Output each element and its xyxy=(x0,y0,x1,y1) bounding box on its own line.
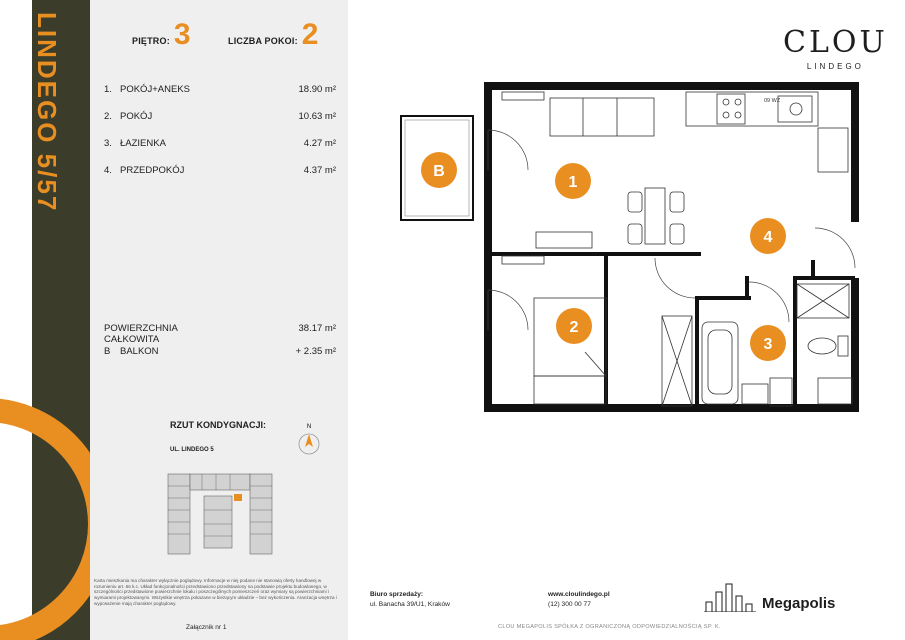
floor-plan xyxy=(350,60,870,430)
svg-text:1: 1 xyxy=(568,174,578,191)
svg-text:2: 2 xyxy=(569,319,579,336)
outer-walls xyxy=(484,82,859,412)
inner-walls xyxy=(484,252,855,410)
company-name: CLOU MEGAPOLIS SPÓŁKA Z OGRANICZONĄ ODPOWIEDZIALNOŚCIĄ SP. K. xyxy=(498,624,721,630)
sales-office: Biuro sprzedaży: ul. Banacha 39/U1, Kraków xyxy=(370,591,450,608)
room-marker-1 xyxy=(555,163,591,199)
skyline-icon xyxy=(704,582,756,612)
site-plan-icon xyxy=(154,466,284,558)
room-marker-3 xyxy=(750,325,786,361)
street-label: UL. LINDEGO 5 xyxy=(170,447,214,453)
svg-text:4: 4 xyxy=(763,229,773,246)
info-panel xyxy=(90,0,348,640)
floor-info: PIĘTRO: 3 xyxy=(132,18,191,51)
room-row: 3. ŁAZIENKA 4.27 m² xyxy=(104,138,336,149)
disclaimer-text: Karta mieszkania ma charakter wyłącznie poglądowy. Informacje w niej podane nie stanowią oferty handlowej w rozumieniu art. 66 k.c. Układ funkcjonalności przedstawiono przedstawiony na podstawie projektu budowlanego, w szczególności przedstawione powierzchnie lokalu i poszczególnych pomieszczeń oraz wymiary są powierzchniami i wymiarami projektowanymi. Wszystkie wnętrza pokazane w bieżącym układzie – bez wykończenia. Aranżacja wnętrza i wyposażenie mają charakter poglądowy. xyxy=(94,578,337,606)
svg-text:3: 3 xyxy=(763,336,773,353)
website-link[interactable]: www.cloulindego.pl xyxy=(548,591,610,598)
highlighted-unit xyxy=(234,494,242,501)
total-area-row: POWIERZCHNIA CAŁKOWITA 38.17 m² xyxy=(104,323,336,345)
annex-label: Załącznik nr 1 xyxy=(186,624,227,631)
clou-logo: CLOU LINDEGO xyxy=(783,25,888,71)
rooms-count-info: LICZBA POKOI: 2 xyxy=(228,18,319,51)
north-label: N xyxy=(306,424,312,430)
side-band xyxy=(0,0,90,640)
apartment-title: LINDEGO 5/57 xyxy=(32,12,62,213)
room-marker-2 xyxy=(556,308,592,344)
phone-number[interactable]: (12) 300 00 77 xyxy=(548,600,591,608)
room-row: 1. POKÓJ+ANEKS 18.90 m² xyxy=(104,84,336,95)
contact-info xyxy=(548,590,610,610)
room-row: 2. POKÓJ 10.63 m² xyxy=(104,111,336,122)
floor-view-title: RZUT KONDYGNACJI: xyxy=(170,420,266,430)
room-marker-balcony xyxy=(421,152,457,188)
balcony-row: B BALKON + 2.35 m² xyxy=(104,346,336,357)
compass-icon xyxy=(295,420,323,460)
fridge-label: 09 WZ xyxy=(764,98,781,104)
room-row: 4. PRZEDPOKÓJ 4.37 m² xyxy=(104,165,336,176)
room-marker-4 xyxy=(750,218,786,254)
furniture xyxy=(502,92,852,406)
door-swings xyxy=(488,130,855,330)
svg-text:B: B xyxy=(433,163,445,180)
megapolis-logo: Megapolis xyxy=(704,582,835,612)
